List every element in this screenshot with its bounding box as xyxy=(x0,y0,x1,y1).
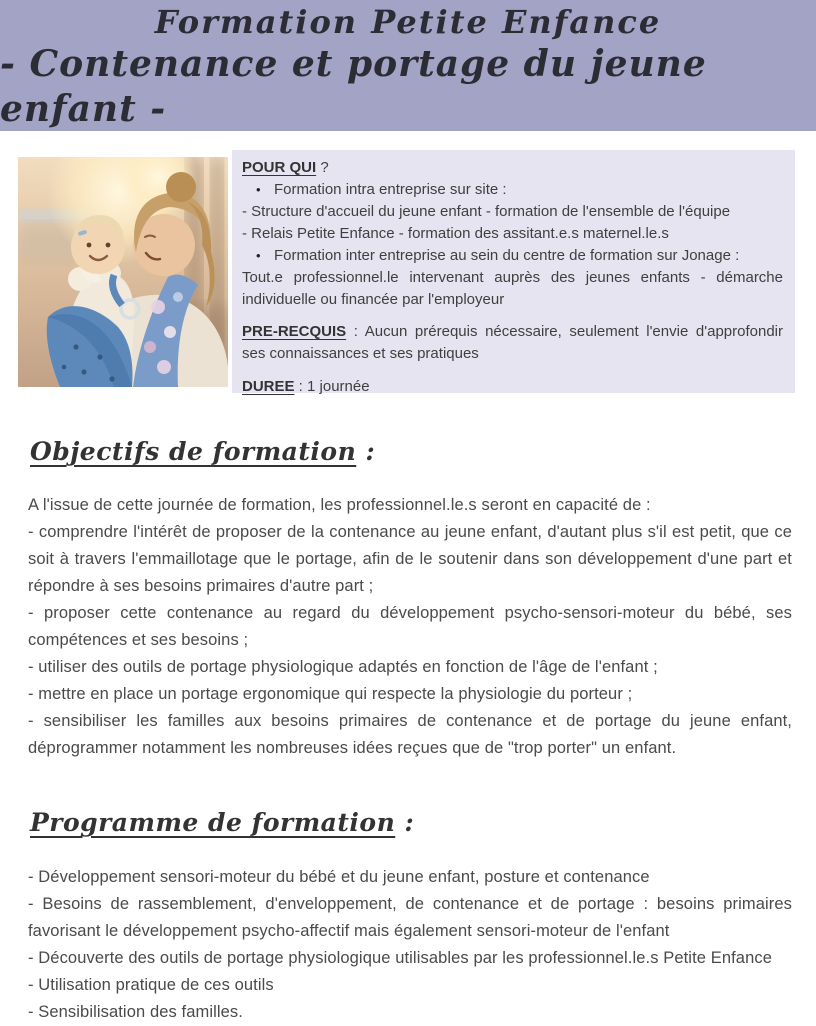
document-title: Formation Petite Enfance xyxy=(154,3,662,42)
pour-qui-suffix: ? xyxy=(316,159,329,176)
programme-heading xyxy=(30,808,816,837)
duree-label: DUREE xyxy=(242,378,295,395)
pre-recquis-label: PRE-RECQUIS xyxy=(242,323,347,340)
programme-heading-text: Programme de formation xyxy=(30,808,396,837)
list-item xyxy=(242,267,783,311)
list-item xyxy=(242,245,783,267)
list-item: - sensibiliser les familles aux besoins primaires de contenance et de portage du jeune enfant, déprogrammer notamment les nombreuses idées reçues que de "trop porter" un enfant. xyxy=(28,712,792,757)
objectifs-heading-text: Objectifs de formation xyxy=(30,437,357,466)
list-item: - utiliser des outils de portage physiologique adaptés en fonction de l'âge de l'enfant ; xyxy=(28,658,658,676)
pre-recquis-paragraph xyxy=(242,321,783,365)
list-item: - Sensibilisation des familles. xyxy=(28,1003,243,1021)
list-item: - proposer cette contenance au regard du développement psycho-sensori-moteur du bébé, ses compétences et ses besoins ; xyxy=(28,604,792,649)
info-box xyxy=(232,150,795,393)
programme-body xyxy=(0,864,816,1026)
list-item: - Développement sensori-moteur du bébé et du jeune enfant, posture et contenance xyxy=(28,868,650,886)
bullet-icon: • xyxy=(256,182,261,197)
programme-heading-colon: : xyxy=(395,808,415,837)
pour-qui-label: POUR QUI xyxy=(242,159,317,176)
list-item xyxy=(242,201,783,223)
list-item: - mettre en place un portage ergonomique qui respecte la physiologie du porteur ; xyxy=(28,685,633,703)
intro-row xyxy=(0,131,816,393)
objectifs-intro: A l'issue de cette journée de formation, les professionnel.le.s seront en capacité de : xyxy=(28,496,651,514)
list-item-text: Tout.e professionnel.le intervenant auprès des jeunes enfants - démarche individuelle ou financée par l'employeur xyxy=(242,269,783,308)
list-item-text: Formation inter entreprise au sein du centre de formation sur Jonage : xyxy=(274,247,740,264)
pour-qui-heading xyxy=(242,157,783,179)
header-banner xyxy=(0,0,816,131)
list-item xyxy=(242,179,783,201)
objectifs-body xyxy=(0,492,816,762)
list-item-text: - Relais Petite Enfance - formation des assitant.e.s maternel.le.s xyxy=(242,225,669,242)
objectifs-heading-colon: : xyxy=(356,437,376,466)
photo-illustration xyxy=(18,157,228,387)
list-item: - Découverte des outils de portage physiologique utilisables par les professionnel.le.s Petite Enfance xyxy=(28,949,772,967)
duree-text: : 1 journée xyxy=(294,378,370,395)
duree-paragraph xyxy=(242,376,783,398)
document-subtitle: - Contenance et portage du jeune enfant - xyxy=(0,42,707,130)
bullet-icon: • xyxy=(256,248,261,263)
list-item: - Besoins de rassemblement, d'enveloppement, de contenance et de portage : besoins primaires favorisant le développement psycho-affectif mais également sensori-moteur de l'enfant xyxy=(28,895,792,940)
objectifs-heading xyxy=(30,437,816,466)
pre-recquis-text: : Aucun prérequis nécessaire, seulement l'envie d'approfondir ses connaissances et ses pratiques xyxy=(242,323,783,362)
list-item xyxy=(242,223,783,245)
list-item: - comprendre l'intérêt de proposer de la contenance au jeune enfant, d'autant plus s'il est petit, que ce soit à travers l'emmaillotage que le portage, afin de le soutenir dans son développement d'une part et répondre à ses besoins primaires d'autre part ; xyxy=(28,523,792,595)
list-item-text: - Structure d'accueil du jeune enfant - formation de l'ensemble de l'équipe xyxy=(242,203,731,220)
list-item: - Utilisation pratique de ces outils xyxy=(28,976,274,994)
photo-mother-baby-sling xyxy=(18,157,228,387)
list-item-text: Formation intra entreprise sur site : xyxy=(274,181,507,198)
